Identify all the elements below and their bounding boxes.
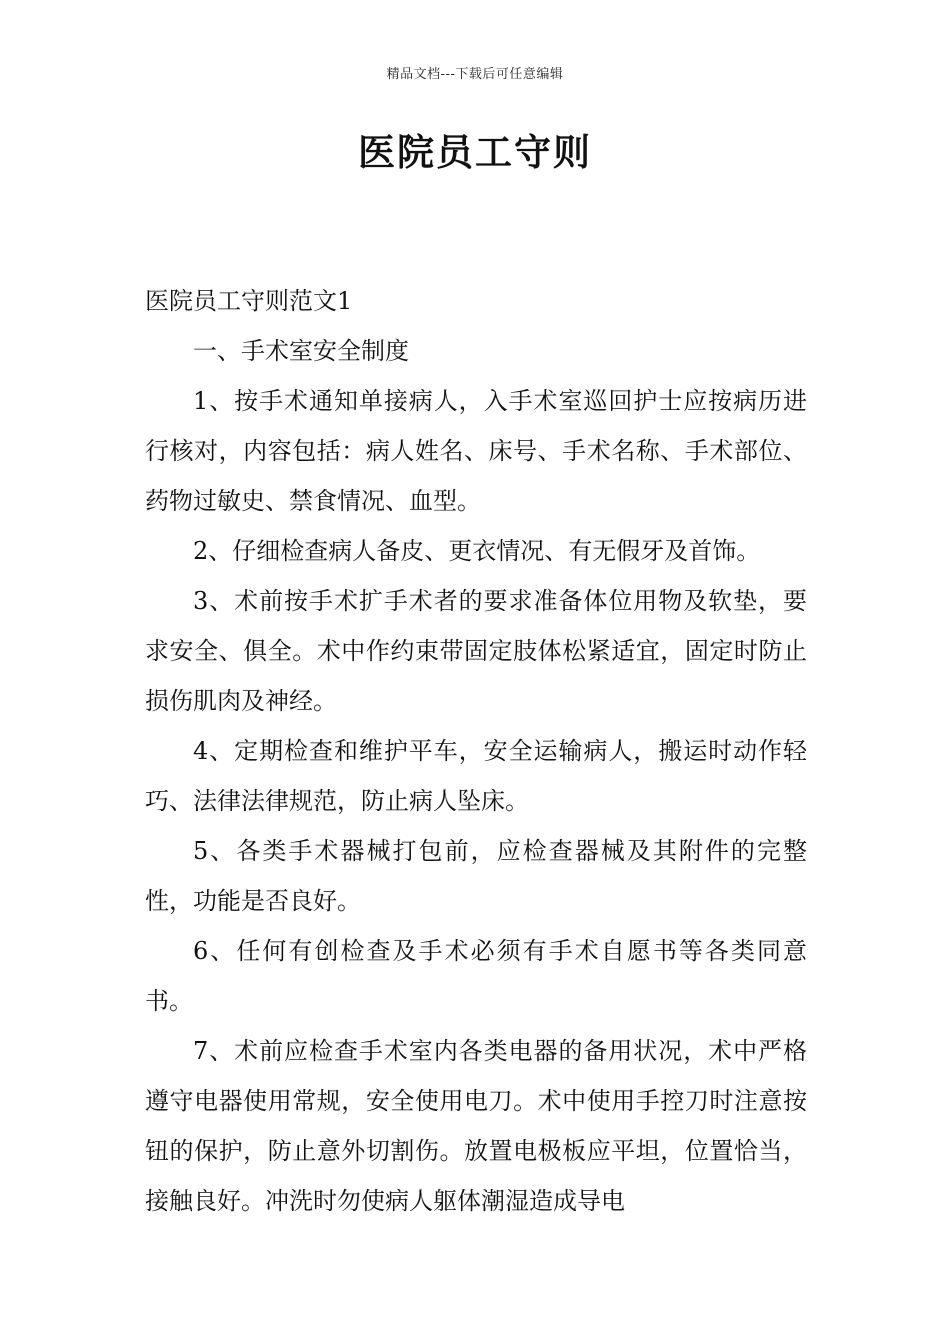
paragraph: 7、术前应检查手术室内各类电器的备用状况，术中严格遵守电器使用常规，安全使用电刀。术中使用手控刀时注意按钮的保护，防止意外切割伤。放置电极板应平坦，位置恰当，接触良好。冲洗时勿使病人躯体潮湿造成导电 [145, 1037, 807, 1215]
paragraph: 5、各类手术器械打包前，应检查器械及其附件的完整性，功能是否良好。 [145, 837, 807, 915]
paragraph: 4、定期检查和维护平车，安全运输病人，搬运时动作轻巧、法律法律规范，防止病人坠床。 [145, 737, 807, 815]
document-title: 医院员工守则 [358, 130, 592, 174]
section-title: 医院员工守则范文1 [145, 287, 353, 315]
paragraph-heading: 一、手术室安全制度 [193, 337, 409, 365]
header-note: 精品文档---下载后可任意编辑 [386, 67, 564, 82]
paragraph: 2、仔细检查病人备皮、更衣情况、有无假牙及首饰。 [193, 537, 761, 565]
paragraph: 3、术前按手术扩手术者的要求准备体位用物及软垫，要求安全、俱全。术中作约束带固定肢体松紧适宜，固定时防止损伤肌肉及神经。 [145, 587, 807, 715]
paragraph: 6、任何有创检查及手术必须有手术自愿书等各类同意书。 [145, 937, 807, 1015]
paragraph: 1、按手术通知单接病人，入手术室巡回护士应按病历进行核对，内容包括：病人姓名、床号、手术名称、手术部位、药物过敏史、禁食情况、血型。 [145, 387, 807, 515]
document-body [145, 276, 807, 1226]
